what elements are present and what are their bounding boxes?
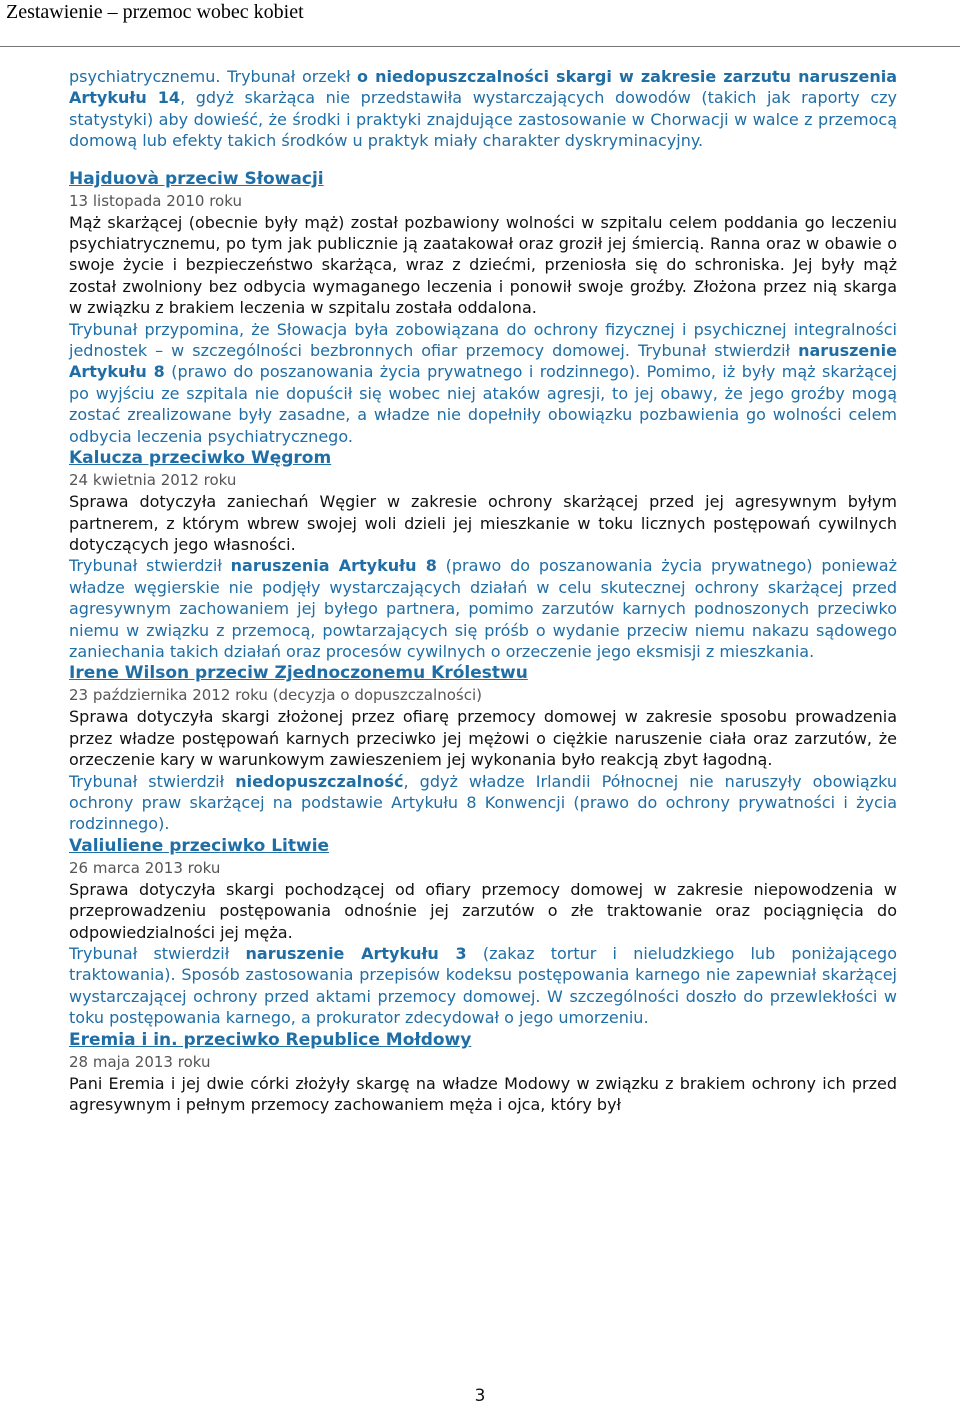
case-date: 13 listopada 2010 roku <box>69 191 242 210</box>
case-ruling <box>69 319 897 447</box>
case-facts: Sprawa dotyczyła skargi złożonej przez ofiarę przemocy domowej w zakresie sposobu prowadzenia przez władze postępowań karnych przeciwko jej mężowi o ciężkie naruszenie ciała oraz zarzutów, że orzeczenie kary w warunkowym zawieszeniem jej wykonania było reakcją zbyt łagodną. <box>69 707 897 770</box>
document-body <box>69 66 897 1115</box>
intro-paragraph <box>69 66 897 152</box>
case-date: 23 października 2012 roku (decyzja o dopuszczalności) <box>69 686 482 705</box>
case-facts: Sprawa dotyczyła skargi pochodzącej od ofiary przemocy domowej w zakresie niepowodzenia w przeprowadzeniu postępowania odnośnie jej zarzutów o złe traktowanie oraz pociągnięcia do odpowiedzialności jej męża. <box>69 879 897 942</box>
case-title-irene-wilson[interactable]: Irene Wilson przeciw Zjednoczonemu Królestwu <box>69 663 528 684</box>
intro-text-2: , gdyż skarżąca nie przedstawiła wystarczających dowodów (takich jak raporty czy statystyki) aby dowieść, że środki i praktyki znajdujące zastosowanie w Chorwacji w walce z przemocą domową lub efekty takich środków u praktyk miały charakter dyskryminacyjny. <box>69 88 897 151</box>
page-number: 3 <box>474 1386 486 1406</box>
ruling-verdict: naruszenie Artykułu 8 <box>69 341 897 382</box>
intro-text-1: psychiatrycznemu. Trybunał orzekł <box>69 67 358 86</box>
document-title: Zestawienie – przemoc wobec kobiet <box>6 1 304 23</box>
ruling-verdict: niedopuszczalność <box>235 771 404 791</box>
case-title-valiuliene[interactable]: Valiuliene przeciwko Litwie <box>69 835 330 856</box>
case-facts: Mąż skarżącej (obecnie były mąż) został pozbawiony wolności w szpitalu celem poddania go leczeniu psychiatrycznemu, po tym jak publicznie ją zaatakował oraz groził jej śmiercią. Ranna oraz w obawie o swoje życie i bezpieczeństwo skarżąca, wraz z dziećmi, przeniosła się do schroniska. Jej były mąż został zwolniony bez odbycia wymaganego leczenia i ponowił swoje groźby. Złożona przez nią skarga w związku z brakiem leczenia w szpitalu została oddalona. <box>69 212 897 318</box>
case-date: 28 maja 2013 roku <box>69 1052 211 1071</box>
ruling-text-post: (prawo do poszanowania życia prywatnego i rodzinnego). Pomimo, iż były mąż skarżącej po wyjściu ze szpitala nie dopuścił się wobec niej ataków agresji, to jej obawy, że jego groźby mogą zostać zrealizowane były zasadne, a władze nie dopełniły obowiązku pozbawienia go wolności celem odbycia leczenia psychiatrycznego. <box>69 362 897 446</box>
intro-bold: o niedopuszczalności skargi w zakresie zarzutu naruszenia Artykułu 14 <box>69 67 897 108</box>
case-date: 26 marca 2013 roku <box>69 858 221 877</box>
ruling-text-post: (prawo do poszanowania życia prywatnego) ponieważ władze węgierskie nie podjęły wystarczających działań w celu skutecznej ochrony skarżącej przed agresywnym zachowaniem jej byłego partnera, pomimo zarzutów karnych podnoszonych przeciwko niemu w związku z przemocą, powtarzających się próśb o wydanie przeciw niemu nakazu sądowego zaniechania takich działań oraz procesów cywilnych o orzeczenie jego eksmisji z mieszkania. <box>69 556 897 661</box>
case-title-kalucza[interactable]: Kalucza przeciwko Węgrom <box>69 448 332 469</box>
ruling-text-pre: Trybunał stwierdził <box>69 771 236 791</box>
case-ruling <box>69 943 897 1029</box>
page-header <box>0 0 960 52</box>
ruling-verdict: naruszenie Artykułu 3 <box>245 944 467 963</box>
case-facts: Pani Eremia i jej dwie córki złożyły skargę na władze Modowy w związku z brakiem ochrony ich przed agresywnym i pełnym przemocy zachowaniem męża i ojca, który był <box>69 1073 897 1115</box>
case-title-hajduova[interactable]: Hajduovà przeciw Słowacji <box>69 168 324 189</box>
case-title-eremia[interactable]: Eremia i in. przeciwko Republice Mołdowy <box>69 1029 472 1050</box>
ruling-text-pre: Trybunał przypomina, że Słowacja była zobowiązana do ochrony fizycznej i psychicznej integralności jednostek – w szczególności bezbronnych ofiar przemocy domowej. Trybunał stwierdził <box>69 319 897 361</box>
case-ruling <box>69 771 897 835</box>
ruling-text-post: , gdyż władze Irlandii Północnej nie naruszyły obowiązku ochrony praw skarżącej na podstawie Artykułu 8 Konwencji (prawo do ochrony prywatności i życia rodzinnego). <box>69 771 898 834</box>
case-ruling <box>69 555 897 662</box>
ruling-text-post: (zakaz tortur i nieludzkiego lub poniżającego traktowania). Sposób zastosowania przepisów kodeksu postępowania karnego nie zapewniał skarżącej wystarczającej ochrony przed aktami przemocy domowej. W szczególności doszło do przewlekłości w toku postępowania karnego, a prokurator zdecydował o jego umorzeniu. <box>69 944 897 1028</box>
header-divider <box>0 46 960 47</box>
ruling-text-pre: Trybunał stwierdził <box>69 944 246 963</box>
case-facts: Sprawa dotyczyła zaniechań Węgier w zakresie ochrony skarżącej przed jej agresywnym byłym partnerem, z którym wbrew swojej woli dzieli jej mieszkanie w toku licznych postępowań cywilnych dotyczących jego własności. <box>69 492 897 554</box>
ruling-text-pre: Trybunał stwierdził <box>69 556 231 576</box>
ruling-verdict: naruszenia Artykułu 8 <box>230 556 437 576</box>
case-date: 24 kwietnia 2012 roku <box>69 471 237 490</box>
